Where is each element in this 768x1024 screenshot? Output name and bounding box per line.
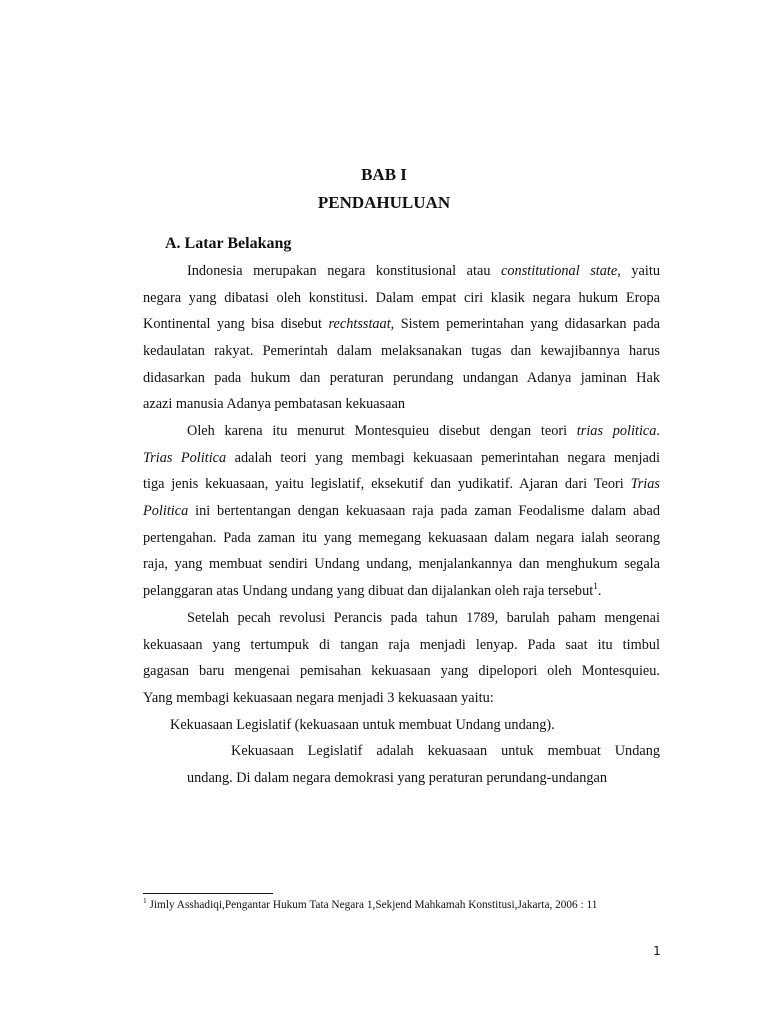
paragraph-line: gagasan baru mengenai pemisahan kekuasaan yang dipelopori oleh Montesquieu. xyxy=(143,663,660,680)
paragraph-3 xyxy=(143,605,660,712)
footnote-marker: 1 xyxy=(143,896,147,906)
paragraph-line: pertengahan. Pada zaman itu yang memegang kekuasaan dalam negara ialah seorang xyxy=(143,529,660,546)
footnote-text: Jimly Asshadiqi,Pengantar Hukum Tata Negara 1,Sekjend Mahkamah Konstitusi,Jakarta, 2006 : 11 xyxy=(146,899,598,911)
footnote-separator xyxy=(143,893,273,894)
paragraph-line: raja, yang membuat sendiri Undang undang, menjalankannya dan menghukum segala xyxy=(143,556,660,573)
paragraph-line: Oleh karena itu menurut Montesquieu disebut dengan teori trias politica. xyxy=(187,423,660,439)
paragraph-line: Yang membagi kekuasaan negara menjadi 3 kekuasaan yaitu: xyxy=(143,690,494,707)
chapter-title: PENDAHULUAN xyxy=(317,193,451,212)
page-number: 1 xyxy=(653,944,661,958)
chapter-number: BAB I xyxy=(361,165,407,184)
paragraph-line: Kontinental yang bisa disebut rechtsstaat, Sistem pemerintahan yang didasarkan pada xyxy=(143,316,660,333)
paragraph-line: tiga jenis kekuasaan, yaitu legislatif, eksekutif dan yudikatif. Ajaran dari Teori Trias xyxy=(143,476,660,493)
section-heading: A. Latar Belakang xyxy=(165,235,292,252)
paragraph-line: Politica ini bertentangan dengan kekuasaan raja pada zaman Feodalisme dalam abad xyxy=(143,503,660,520)
footnote-reference[interactable]: 1 xyxy=(593,582,598,593)
paragraph-1 xyxy=(143,258,660,418)
paragraph-line: didasarkan pada hukum dan peraturan perundang undangan Adanya jaminan Hak xyxy=(143,369,660,386)
footnote xyxy=(143,897,597,913)
paragraph-line: kekuasaan yang tertumpuk di tangan raja menjadi lenyap. Pada saat itu timbul xyxy=(143,636,660,653)
paragraph-line: negara yang dibatasi oleh konstitusi. Dalam empat ciri klasik negara hukum Eropa xyxy=(143,289,660,306)
paragraph-2 xyxy=(143,418,660,605)
paragraph-line: Indonesia merupakan negara konstitusional atau constitutional state, yaitu xyxy=(187,263,660,279)
paragraph-line: pelanggaran atas Undang undang yang dibuat dan dijalankan oleh raja tersebut$^1$. xyxy=(143,582,602,600)
list-item-legislative: Kekuasaan Legislatif (kekuasaan untuk membuat Undang undang). xyxy=(170,717,555,733)
sub-paragraph xyxy=(187,738,660,791)
paragraph-line: azazi manusia Adanya pembatasan kekuasaan xyxy=(143,396,405,413)
paragraph-line: Kekuasaan Legislatif adalah kekuasaan untuk membuat Undang xyxy=(231,743,660,759)
paragraph-line: undang. Di dalam negara demokrasi yang peraturan perundang-undangan xyxy=(187,769,608,786)
paragraph-line: kedaulatan rakyat. Pemerintah dalam melaksanakan tugas dan kewajibannya harus xyxy=(143,343,660,360)
paragraph-line: Setelah pecah revolusi Perancis pada tahun 1789, barulah paham mengenai xyxy=(187,610,660,626)
paragraph-line: Trias Politica adalah teori yang membagi kekuasaan pemerintahan negara menjadi xyxy=(143,449,660,466)
